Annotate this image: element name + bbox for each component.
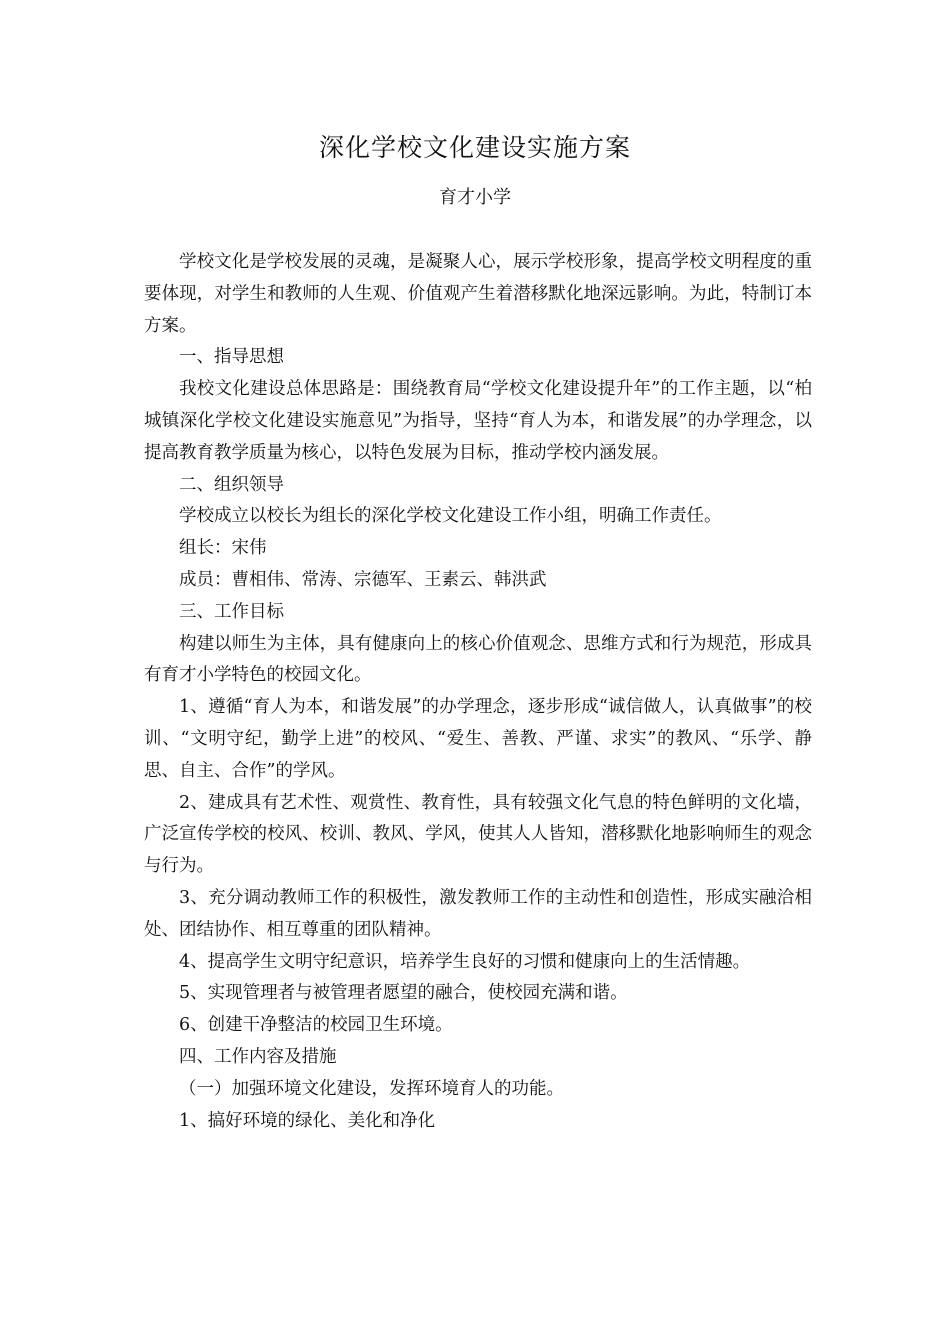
goals-paragraph: 构建以师生为主体，具有健康向上的核心价值观念、思维方式和行为规范，形成具有育才小学特色的校园文化。: [144, 633, 812, 686]
document-author: 育才小学: [439, 187, 511, 208]
section-heading-guiding-ideology: 一、指导思想: [179, 347, 284, 368]
organization-paragraph: 学校成立以校长为组长的深化学校文化建设工作小组，明确工作责任。: [179, 506, 722, 527]
document-body: [144, 247, 812, 1137]
measures-item-1: 1、搞好环境的绿化、美化和净化: [179, 1110, 436, 1131]
goal-item-5: 5、实现管理者与被管理者愿望的融合，使校园充满和谐。: [179, 983, 628, 1004]
goal-item-2: 2、建成具有艺术性、观赏性、教育性，具有较强文化气息的特色鲜明的文化墙，广泛宣传学校的校风、校训、教风、学风，使其人人皆知，潜移默化地影响师生的观念与行为。: [144, 792, 812, 877]
team-leader-line: 组长：宋伟: [179, 538, 267, 559]
guiding-ideology-paragraph: 我校文化建设总体思路是：围绕教育局“学校文化建设提升年”的工作主题，以“柏城镇深化学校文化建设实施意见”为指导，坚持“育人为本，和谐发展”的办学理念，以提高教育教学质量为核心，以特色发展为目标，推动学校内涵发展。: [144, 379, 812, 463]
measures-subheading-1: （一）加强环境文化建设，发挥环境育人的功能。: [179, 1078, 564, 1099]
section-heading-measures: 四、工作内容及措施: [179, 1046, 337, 1067]
goal-item-6: 6、创建干净整洁的校园卫生环境。: [179, 1015, 453, 1036]
team-members-line: 成员：曹相伟、常涛、宗德军、王素云、韩洪武: [179, 569, 547, 590]
goal-item-4: 4、提高学生文明守纪意识，培养学生良好的习惯和健康向上的生活情趣。: [179, 951, 751, 972]
goal-item-3: 3、充分调动教师工作的积极性，激发教师工作的主动性和创造性，形成实融洽相处、团结协作、相互尊重的团队精神。: [144, 887, 812, 940]
goal-item-1: 1、遵循“育人为本，和谐发展”的办学理念，逐步形成“诚信做人，认真做事”的校训、“文明守纪，勤学上进”的校风、“爱生、善教、严谨、求实”的教风、“乐学、静思、自主、合作”的学风。: [144, 697, 812, 781]
section-heading-organization: 二、组织领导: [179, 474, 284, 495]
section-heading-goals: 三、工作目标: [179, 601, 284, 622]
document-title: 深化学校文化建设实施方案: [318, 133, 631, 162]
intro-paragraph: 学校文化是学校发展的灵魂，是凝聚人心，展示学校形象，提高学校文明程度的重要体现，对学生和教师的人生观、价值观产生着潜移默化地深远影响。为此，特制订本方案。: [144, 252, 812, 336]
